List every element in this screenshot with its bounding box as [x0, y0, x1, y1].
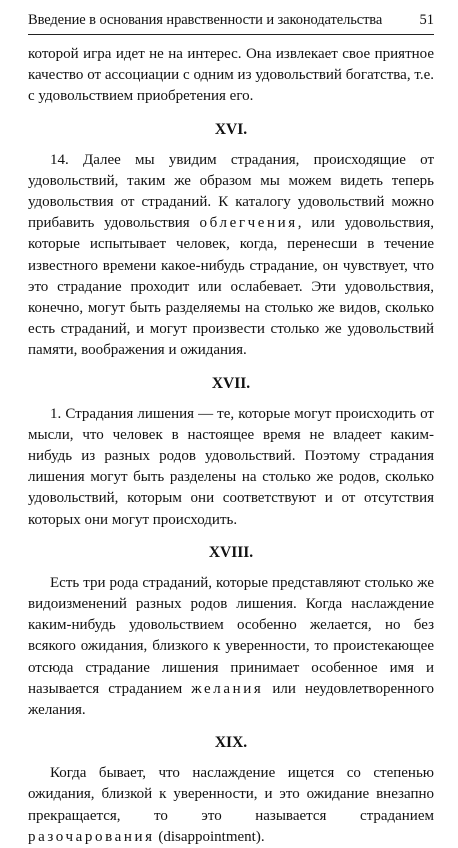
- spaced-emphasis: желания: [191, 680, 264, 697]
- paragraph-text: (disappointment).: [154, 828, 265, 845]
- spaced-emphasis: разочарования: [28, 828, 155, 845]
- paragraph-text: 14. Далее мы увидим страдания, происходящие от удовольствий, таким же образом мы можем видеть теперь удовольствия от страданий. К каталогу удовольствий можно прибавить удовольствия: [28, 151, 434, 232]
- spaced-emphasis: облегчения: [199, 215, 298, 232]
- paragraph-section-xix: [28, 763, 434, 848]
- running-header-title: Введение в основания нравственности и законодательства: [28, 12, 383, 28]
- section-heading-xviii: XVIII.: [208, 543, 254, 561]
- paragraph-section-xvii: [28, 404, 434, 531]
- section-heading-xvi: XVI.: [214, 120, 248, 138]
- paragraph-text: , или удовольствия, которые испытывает человек, когда, перенесши в течение известного времени какое-нибудь страдание, он чувствует, что это страдание проходит или ослабевает. Эти удовольствия, конечно, могут быть разделяемы на столько же видов, сколько есть страданий, и могут произвести столько же удовольствий памяти, воображения и ожидания.: [28, 215, 434, 359]
- paragraph-text: или неудовлетворенного желания.: [28, 680, 435, 719]
- paragraph-section-xvi: [28, 150, 434, 362]
- section-heading-xvii: XVII.: [211, 374, 251, 392]
- paragraph-text: 1. Страдания лишения — те, которые могут происходить от мысли, что человек в настоящее время не владеет каким-нибудь из разных родов удовольствий. Поэтому страдания лишения могут быть разделены на столько же родов, сколько удовольствий, которым они соответствуют и от отсутствия которых они могут происходить.: [28, 405, 434, 528]
- section-heading-xix: XIX.: [214, 734, 248, 752]
- paragraph-continuation: [28, 44, 434, 108]
- paragraph-text: которой игра идет не на интерес. Она извлекает свое приятное качество от ассоциации с одним из удовольствий богатства, т.е. с удовольствием приобретения его.: [28, 46, 434, 105]
- running-header: [28, 10, 434, 35]
- paragraph-text: Когда бывает, что наслаждение ищется со степенью ожидания, близкой к уверенности, и это ожидание внезапно прекращается, то это называется страданием: [28, 765, 434, 824]
- paragraph-section-xviii: [28, 573, 434, 721]
- page-number: 51: [419, 12, 434, 28]
- paragraph-text: Есть три рода страданий, которые представляют столько же видоизменений разных родов лишения. Когда наслаждение каким-нибудь удовольствием особенно желается, но без всякого ожидания, близкого к уверенности, то проистекающее отсюда страдание лишения принимает особенное имя и называется страданием: [28, 574, 434, 697]
